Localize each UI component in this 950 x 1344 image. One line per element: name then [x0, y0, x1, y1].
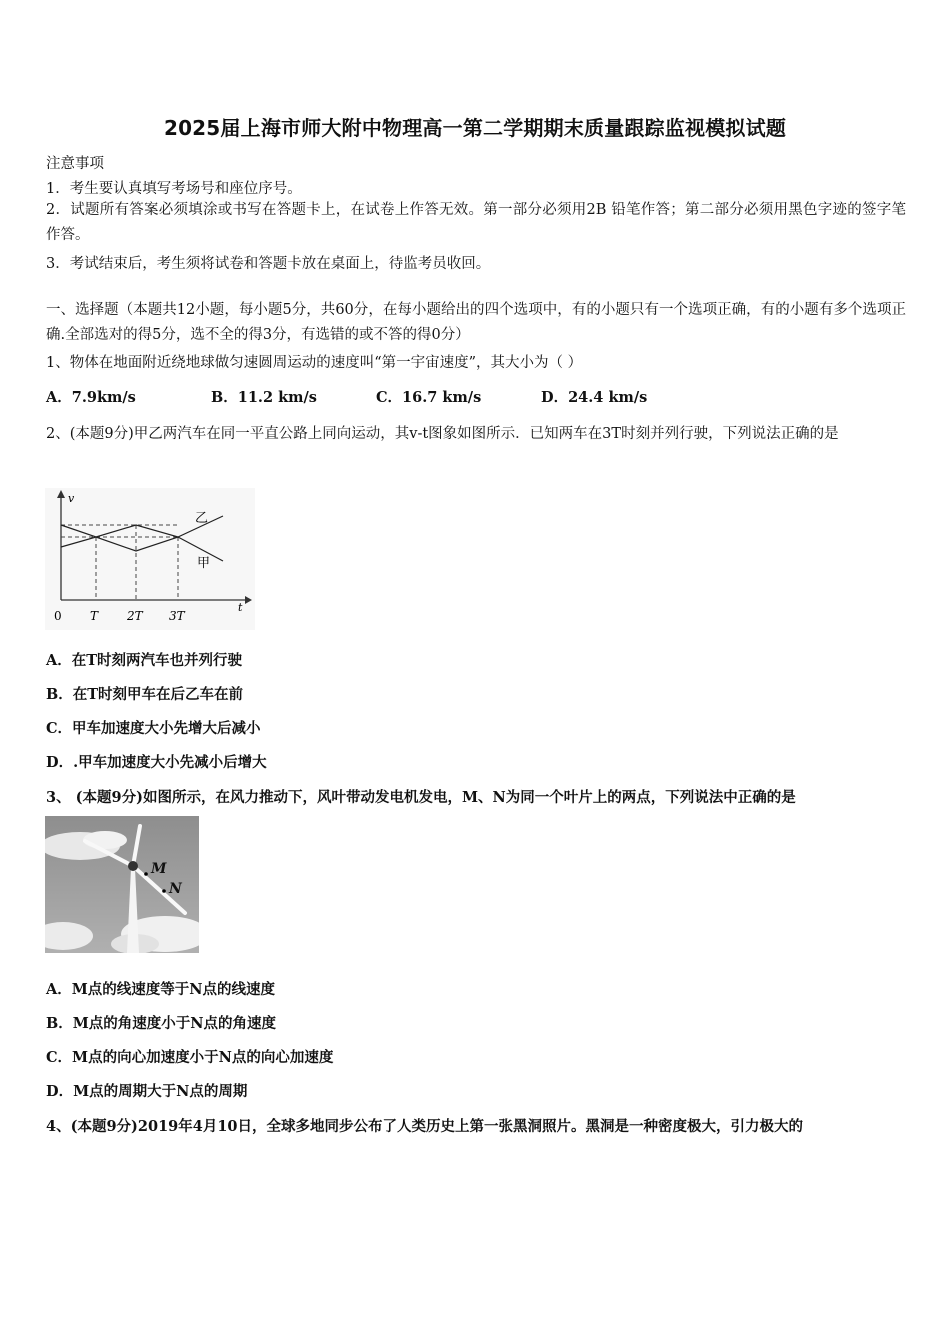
notice-item-2: 2．试题所有答案必须填涂或书写在答题卡上，在试卷上作答无效。第一部分必须用2B 铅笔作答；第二部分必须用黑色字迹的签字笔作答。: [46, 202, 906, 243]
label-n: N: [169, 881, 182, 897]
question-1-stem: 1、物体在地面附近绕地球做匀速圆周运动的速度叫“第一宇宙速度”，其大小为（ ）: [46, 355, 583, 371]
section-intro: 一、选择题（本题共12小题，每小题5分，共60分，在每小题给出的四个选项中，有的小题只有一个选项正确，有的小题有多个选项正确.全部选对的得5分，选不全的得3分，有选错的或不答的得0分）: [46, 302, 906, 343]
q1-option-a: A．7.9km/s: [46, 389, 136, 406]
label-jia: 甲: [197, 556, 211, 571]
tick-t: T: [90, 609, 99, 623]
q1-option-d: D．24.4 km/s: [541, 389, 648, 406]
notice-heading: 注意事项: [46, 156, 104, 172]
q1-option-c: C．16.7 km/s: [376, 389, 482, 406]
q2-option-c: C．甲车加速度大小先增大后减小: [46, 720, 261, 737]
q3-option-d: D．M点的周期大于N点的周期: [46, 1083, 248, 1100]
notice-item-1: 1．考生要认真填写考场号和座位序号。: [46, 181, 302, 197]
question-4-stem: 4、(本题9分)2019年4月10日，全球多地同步公布了人类历史上第一张黑洞照片。黑洞是一种密度极大，引力极大的: [46, 1118, 804, 1135]
q1-option-b: B．11.2 km/s: [211, 389, 317, 406]
q2-option-b: B．在T时刻甲车在后乙车在前: [46, 686, 244, 703]
q2-option-a: A．在T时刻两汽车也并列行驶: [46, 652, 243, 669]
t-axis-label: t: [238, 601, 243, 614]
notice-item-3: 3．考试结束后，考生须将试卷和答题卡放在桌面上，待监考员收回。: [46, 256, 491, 272]
question-1-options: [46, 386, 647, 407]
tick-3t: 3T: [169, 609, 185, 623]
q2-option-d: D．.甲车加速度大小先减小后增大: [46, 754, 267, 771]
point-n-marker: [162, 889, 166, 893]
tick-0: 0: [54, 609, 62, 623]
question-2-stem: 2、(本题9分)甲乙两汽车在同一平直公路上同向运动，其v-t图象如图所示．已知两车在3T时刻并列行驶，下列说法正确的是: [46, 426, 839, 442]
v-axis-label: v: [68, 492, 75, 505]
label-m: M: [151, 861, 167, 877]
vt-graph: [45, 488, 255, 630]
turbine-hub: [128, 861, 138, 871]
tick-2t: 2T: [127, 609, 143, 623]
point-m-marker: [144, 872, 148, 876]
wind-turbine-photo: [45, 816, 199, 953]
label-yi: 乙: [195, 511, 209, 526]
q3-option-b: B．M点的角速度小于N点的角速度: [46, 1015, 277, 1032]
q3-option-a: A．M点的线速度等于N点的线速度: [46, 981, 276, 998]
question-3-stem: 3、 (本题9分)如图所示，在风力推动下，风叶带动发电机发电，M、N为同一个叶片上的两点，下列说法中正确的是: [46, 789, 796, 806]
cloud-top-left-2: [83, 831, 127, 849]
page-title: 2025届上海市师大附中物理高一第二学期期末质量跟踪监视模拟试题: [163, 116, 787, 140]
q3-option-c: C．M点的向心加速度小于N点的向心加速度: [46, 1049, 334, 1066]
